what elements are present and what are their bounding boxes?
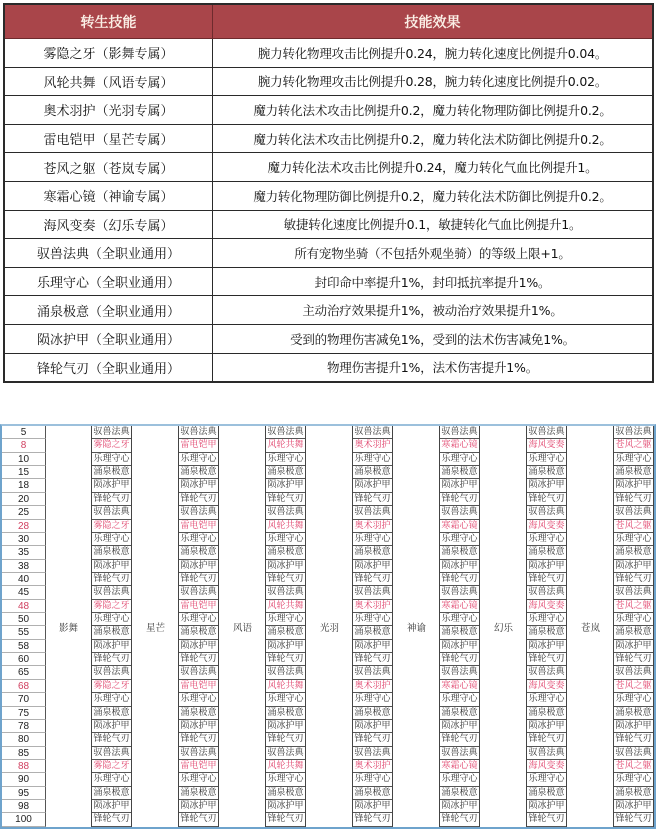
skill-cell: 涌泉极意 [614,707,653,720]
level-cell: 15 [2,466,46,479]
skill-cell: 乐理守心 [92,453,131,466]
skill-cell: 乐理守心 [440,693,479,706]
skill-cell: 乐理守心 [527,453,566,466]
level-cell: 55 [2,626,46,639]
exclusive-skill-cell: 雷电铠甲 [179,520,218,533]
skill-cell: 驭兽法典 [614,426,653,439]
exclusive-skill-cell: 寒霜心镜 [440,760,479,773]
table-row [4,39,653,68]
skill-cell: 驭兽法典 [179,666,218,679]
skill-cell: 涌泉极意 [440,626,479,639]
class-label: 光羽 [319,622,339,634]
skill-cell: 涌泉极意 [353,707,392,720]
skill-cell: 陨冰护甲 [266,640,305,653]
exclusive-skill-cell: 奥术羽护 [353,600,392,613]
skill-cell: 驭兽法典 [614,506,653,519]
skill-cell: 锋轮气刃 [353,493,392,506]
skill-cell: 乐理守心 [266,693,305,706]
exclusive-skill-cell: 雷电铠甲 [179,439,218,452]
skill-cell: 锋轮气刃 [179,493,218,506]
schedule-grid [2,426,654,827]
skill-cell: 驭兽法典 [266,666,305,679]
skill-cell: 驭兽法典 [527,747,566,760]
header-effect: 技能效果 [213,4,654,39]
skill-cell: 乐理守心 [92,773,131,786]
skill-name-cell: 寒霜心镜（神谕专属） [4,181,213,210]
level-cell: 28 [2,520,46,533]
level-cell: 95 [2,787,46,800]
skill-cell: 涌泉极意 [179,546,218,559]
class-label: 风语 [232,622,252,634]
skill-cell: 锋轮气刃 [92,573,131,586]
skill-cell: 陨冰护甲 [614,800,653,813]
skill-effect-cell: 物理伤害提升1%，法术伤害提升1%。 [213,353,654,382]
skill-cell: 陨冰护甲 [527,720,566,733]
skill-cell: 乐理守心 [179,533,218,546]
skill-cell: 锋轮气刃 [266,813,305,826]
table-row [4,239,653,268]
class-skill-column [613,426,654,827]
skill-cell: 锋轮气刃 [614,733,653,746]
skill-cell: 陨冰护甲 [527,560,566,573]
skill-cell: 陨冰护甲 [179,479,218,492]
skill-cell: 乐理守心 [353,693,392,706]
skill-cell: 涌泉极意 [179,707,218,720]
skill-cell: 陨冰护甲 [353,800,392,813]
skill-effects-table [3,3,654,383]
skill-cell: 涌泉极意 [614,466,653,479]
skill-effect-cell: 腕力转化物理攻击比例提升0.24，腕力转化速度比例提升0.04。 [213,39,654,68]
level-cell: 75 [2,707,46,720]
skill-cell: 驭兽法典 [266,426,305,439]
skill-cell: 乐理守心 [527,533,566,546]
skill-name-cell: 涌泉极意（全职业通用） [4,296,213,325]
level-cell: 40 [2,573,46,586]
exclusive-skill-cell: 寒霜心镜 [440,680,479,693]
exclusive-skill-cell: 苍风之躯 [614,680,653,693]
class-skill-column [91,426,132,827]
exclusive-skill-cell: 风轮共舞 [266,760,305,773]
skill-cell: 锋轮气刃 [440,653,479,666]
exclusive-skill-cell: 苍风之躯 [614,520,653,533]
table-row [4,153,653,182]
skill-cell: 驭兽法典 [527,666,566,679]
skill-cell: 驭兽法典 [92,506,131,519]
exclusive-skill-cell: 风轮共舞 [266,520,305,533]
skill-cell: 驭兽法典 [614,586,653,599]
skill-cell: 锋轮气刃 [266,493,305,506]
exclusive-skill-cell: 奥术羽护 [353,439,392,452]
skill-cell: 乐理守心 [179,693,218,706]
skill-name-cell: 苍风之躯（苍岚专属） [4,153,213,182]
skill-cell: 涌泉极意 [266,787,305,800]
exclusive-skill-cell: 海风变奏 [527,760,566,773]
skill-cell: 陨冰护甲 [353,640,392,653]
skill-cell: 锋轮气刃 [179,573,218,586]
level-cell: 18 [2,479,46,492]
level-cell: 30 [2,533,46,546]
skill-cell: 陨冰护甲 [92,720,131,733]
skill-cell: 陨冰护甲 [440,720,479,733]
table-row [4,210,653,239]
class-label: 苍岚 [580,622,600,634]
skill-cell: 涌泉极意 [440,466,479,479]
exclusive-skill-cell: 雾隐之牙 [92,600,131,613]
exclusive-skill-cell: 雷电铠甲 [179,760,218,773]
skill-name-cell: 乐理守心（全职业通用） [4,267,213,296]
skill-cell: 陨冰护甲 [179,640,218,653]
skill-cell: 驭兽法典 [179,426,218,439]
skill-cell: 乐理守心 [440,773,479,786]
exclusive-skill-cell: 寒霜心镜 [440,520,479,533]
class-skill-column [439,426,480,827]
skill-cell: 陨冰护甲 [179,720,218,733]
skill-cell: 陨冰护甲 [614,720,653,733]
exclusive-skill-cell: 风轮共舞 [266,439,305,452]
skill-cell: 锋轮气刃 [440,493,479,506]
skill-cell: 驭兽法典 [353,747,392,760]
class-label: 神谕 [406,622,426,634]
exclusive-skill-cell: 风轮共舞 [266,680,305,693]
exclusive-skill-cell: 苍风之躯 [614,600,653,613]
table-row [4,324,653,353]
skill-cell: 涌泉极意 [353,626,392,639]
skill-name-cell: 海风变奏（幻乐专属） [4,210,213,239]
exclusive-skill-cell: 奥术羽护 [353,760,392,773]
level-cell: 88 [2,760,46,773]
table-row [4,181,653,210]
level-cell: 70 [2,693,46,706]
skill-cell: 驭兽法典 [353,586,392,599]
skill-cell: 锋轮气刃 [266,653,305,666]
exclusive-skill-cell: 雾隐之牙 [92,439,131,452]
skill-cell: 涌泉极意 [527,707,566,720]
skill-cell: 乐理守心 [266,453,305,466]
class-label: 影舞 [58,622,78,634]
skill-cell: 陨冰护甲 [614,479,653,492]
skill-cell: 驭兽法典 [179,506,218,519]
skill-cell: 锋轮气刃 [527,493,566,506]
exclusive-skill-cell: 寒霜心镜 [440,600,479,613]
skill-cell: 涌泉极意 [614,787,653,800]
skill-cell: 驭兽法典 [440,506,479,519]
level-cell: 65 [2,666,46,679]
skill-cell: 锋轮气刃 [179,813,218,826]
skill-cell: 乐理守心 [179,773,218,786]
skill-cell: 涌泉极意 [614,626,653,639]
skill-name-cell: 锋轮气刃（全职业通用） [4,353,213,382]
skill-cell: 涌泉极意 [440,707,479,720]
skill-cell: 陨冰护甲 [92,560,131,573]
skill-name-cell: 雷电铠甲（星芒专属） [4,124,213,153]
exclusive-skill-cell: 雾隐之牙 [92,760,131,773]
skill-cell: 乐理守心 [614,693,653,706]
skill-cell: 涌泉极意 [92,787,131,800]
level-cell: 80 [2,733,46,746]
class-skill-column [526,426,567,827]
skill-cell: 陨冰护甲 [266,560,305,573]
level-cell: 10 [2,453,46,466]
skill-cell: 陨冰护甲 [440,800,479,813]
exclusive-skill-cell: 海风变奏 [527,439,566,452]
skill-name-cell: 雾隐之牙（影舞专属） [4,39,213,68]
class-label: 星芒 [145,622,165,634]
level-cell: 68 [2,680,46,693]
skill-cell: 涌泉极意 [527,546,566,559]
skill-cell: 乐理守心 [353,453,392,466]
exclusive-skill-cell: 苍风之躯 [614,439,653,452]
skill-cell: 涌泉极意 [527,466,566,479]
skill-cell: 驭兽法典 [92,747,131,760]
skill-effect-cell: 所有宠物坐骑（不包括外观坐骑）的等级上限+1。 [213,239,654,268]
skill-effect-cell: 魔力转化法术攻击比例提升0.24，魔力转化气血比例提升1。 [213,153,654,182]
table-header-row [4,4,653,39]
skill-cell: 涌泉极意 [92,466,131,479]
skill-cell: 驭兽法典 [527,426,566,439]
skill-cell: 锋轮气刃 [92,493,131,506]
skill-cell: 陨冰护甲 [614,640,653,653]
table-row [4,353,653,382]
skill-cell: 驭兽法典 [266,747,305,760]
skill-cell: 锋轮气刃 [92,733,131,746]
skill-cell: 涌泉极意 [266,546,305,559]
skill-cell: 驭兽法典 [353,426,392,439]
skill-cell: 驭兽法典 [440,666,479,679]
skill-cell: 驭兽法典 [614,747,653,760]
class-skill-column [265,426,306,827]
skill-cell: 乐理守心 [179,453,218,466]
skill-cell: 陨冰护甲 [266,720,305,733]
skill-cell: 陨冰护甲 [179,800,218,813]
skill-cell: 陨冰护甲 [527,800,566,813]
skill-cell: 乐理守心 [92,693,131,706]
skill-cell: 乐理守心 [614,613,653,626]
skill-cell: 驭兽法典 [179,586,218,599]
level-cell: 25 [2,506,46,519]
skill-cell: 乐理守心 [440,453,479,466]
skill-cell: 陨冰护甲 [92,479,131,492]
skill-name-cell: 奥术羽护（光羽专属） [4,96,213,125]
exclusive-skill-cell: 奥术羽护 [353,520,392,533]
skill-cell: 乐理守心 [353,773,392,786]
header-skill: 转生技能 [4,4,213,39]
table-row [4,67,653,96]
skill-cell: 乐理守心 [440,533,479,546]
skill-cell: 陨冰护甲 [266,479,305,492]
skill-cell: 锋轮气刃 [353,653,392,666]
exclusive-skill-cell: 海风变奏 [527,600,566,613]
skill-cell: 驭兽法典 [92,666,131,679]
skill-cell: 锋轮气刃 [527,653,566,666]
skill-cell: 驭兽法典 [614,666,653,679]
skill-cell: 涌泉极意 [92,626,131,639]
skill-cell: 锋轮气刃 [440,573,479,586]
skill-cell: 锋轮气刃 [353,813,392,826]
skill-cell: 乐理守心 [527,693,566,706]
exclusive-skill-cell: 苍风之躯 [614,760,653,773]
skill-name-cell: 陨冰护甲（全职业通用） [4,324,213,353]
skill-cell: 乐理守心 [614,533,653,546]
skill-name-cell: 风轮共舞（风语专属） [4,67,213,96]
skill-effect-cell: 魔力转化法术攻击比例提升0.2，魔力转化法术防御比例提升0.2。 [213,124,654,153]
level-cell: 20 [2,493,46,506]
skill-cell: 乐理守心 [527,773,566,786]
level-column [2,426,46,827]
level-cell: 98 [2,800,46,813]
skill-cell: 乐理守心 [527,613,566,626]
skill-cell: 涌泉极意 [92,707,131,720]
skill-cell: 涌泉极意 [353,466,392,479]
class-label: 幻乐 [493,622,513,634]
level-cell: 35 [2,546,46,559]
exclusive-skill-cell: 雾隐之牙 [92,680,131,693]
skill-cell: 涌泉极意 [179,626,218,639]
skill-cell: 驭兽法典 [266,586,305,599]
level-cell: 78 [2,720,46,733]
skill-cell: 锋轮气刃 [353,733,392,746]
skill-cell: 涌泉极意 [179,466,218,479]
skill-effect-cell: 敏捷转化速度比例提升0.1，敏捷转化气血比例提升1。 [213,210,654,239]
skill-cell: 陨冰护甲 [440,479,479,492]
level-cell: 85 [2,747,46,760]
skill-cell: 锋轮气刃 [527,573,566,586]
skill-cell: 乐理守心 [614,773,653,786]
skill-schedule-table [0,424,656,829]
skill-cell: 锋轮气刃 [440,733,479,746]
class-skill-column [352,426,393,827]
skill-cell: 锋轮气刃 [92,813,131,826]
skill-cell: 涌泉极意 [614,546,653,559]
skill-cell: 锋轮气刃 [614,653,653,666]
skill-cell: 驭兽法典 [527,586,566,599]
skill-effect-cell: 主动治疗效果提升1%，被动治疗效果提升1%。 [213,296,654,325]
skill-cell: 锋轮气刃 [440,813,479,826]
exclusive-skill-cell: 奥术羽护 [353,680,392,693]
skill-cell: 涌泉极意 [353,787,392,800]
skill-cell: 涌泉极意 [266,626,305,639]
skill-cell: 涌泉极意 [440,546,479,559]
level-cell: 58 [2,640,46,653]
table-row [4,96,653,125]
skill-cell: 涌泉极意 [440,787,479,800]
skill-cell: 乐理守心 [440,613,479,626]
skill-cell: 锋轮气刃 [614,573,653,586]
skill-cell: 涌泉极意 [266,707,305,720]
table-row [4,267,653,296]
skill-cell: 锋轮气刃 [527,733,566,746]
exclusive-skill-cell: 海风变奏 [527,680,566,693]
skill-cell: 乐理守心 [179,613,218,626]
skill-cell: 陨冰护甲 [440,640,479,653]
class-skill-column [178,426,219,827]
table-row [4,124,653,153]
skill-cell: 陨冰护甲 [92,800,131,813]
level-cell: 5 [2,426,46,439]
skill-cell: 陨冰护甲 [440,560,479,573]
skill-cell: 陨冰护甲 [614,560,653,573]
skill-effect-cell: 魔力转化物理防御比例提升0.2，魔力转化法术防御比例提升0.2。 [213,181,654,210]
skill-cell: 锋轮气刃 [266,573,305,586]
skill-cell: 锋轮气刃 [266,733,305,746]
skill-cell: 驭兽法典 [440,426,479,439]
skill-effect-cell: 魔力转化法术攻击比例提升0.2，魔力转化物理防御比例提升0.2。 [213,96,654,125]
exclusive-skill-cell: 雷电铠甲 [179,680,218,693]
skill-cell: 涌泉极意 [179,787,218,800]
skill-cell: 驭兽法典 [92,426,131,439]
skill-cell: 驭兽法典 [266,506,305,519]
skill-cell: 陨冰护甲 [92,640,131,653]
skill-cell: 锋轮气刃 [179,653,218,666]
exclusive-skill-cell: 雷电铠甲 [179,600,218,613]
exclusive-skill-cell: 风轮共舞 [266,600,305,613]
skill-cell: 驭兽法典 [440,586,479,599]
skill-cell: 锋轮气刃 [614,493,653,506]
skill-cell: 锋轮气刃 [353,573,392,586]
skill-cell: 陨冰护甲 [527,479,566,492]
skill-cell: 乐理守心 [266,773,305,786]
skill-effect-cell: 腕力转化物理攻击比例提升0.28，腕力转化速度比例提升0.02。 [213,67,654,96]
skill-cell: 涌泉极意 [266,466,305,479]
skill-cell: 驭兽法典 [353,666,392,679]
skill-cell: 涌泉极意 [527,626,566,639]
skill-cell: 乐理守心 [614,453,653,466]
level-cell: 48 [2,600,46,613]
level-cell: 100 [2,813,46,826]
skill-cell: 驭兽法典 [440,747,479,760]
level-cell: 60 [2,653,46,666]
level-cell: 90 [2,773,46,786]
skill-cell: 陨冰护甲 [527,640,566,653]
skill-cell: 驭兽法典 [179,747,218,760]
skill-cell: 乐理守心 [353,613,392,626]
skill-cell: 陨冰护甲 [353,560,392,573]
exclusive-skill-cell: 雾隐之牙 [92,520,131,533]
skill-cell: 锋轮气刃 [614,813,653,826]
skill-cell: 驭兽法典 [527,506,566,519]
skill-name-cell: 驭兽法典（全职业通用） [4,239,213,268]
table-row [4,296,653,325]
level-cell: 8 [2,439,46,452]
skill-cell: 乐理守心 [266,613,305,626]
skill-effect-cell: 封印命中率提升1%，封印抵抗率提升1%。 [213,267,654,296]
skill-cell: 锋轮气刃 [179,733,218,746]
skill-cell: 锋轮气刃 [527,813,566,826]
skill-cell: 陨冰护甲 [179,560,218,573]
level-cell: 38 [2,560,46,573]
skill-cell: 涌泉极意 [527,787,566,800]
skill-cell: 涌泉极意 [353,546,392,559]
skill-effect-cell: 受到的物理伤害减免1%，受到的法术伤害减免1%。 [213,324,654,353]
exclusive-skill-cell: 寒霜心镜 [440,439,479,452]
level-cell: 50 [2,613,46,626]
skill-cell: 锋轮气刃 [92,653,131,666]
skill-cell: 乐理守心 [353,533,392,546]
skill-cell: 陨冰护甲 [353,479,392,492]
skill-cell: 乐理守心 [92,533,131,546]
skill-cell: 陨冰护甲 [353,720,392,733]
skill-cell: 驭兽法典 [353,506,392,519]
skill-cell: 乐理守心 [92,613,131,626]
skill-cell: 涌泉极意 [92,546,131,559]
exclusive-skill-cell: 海风变奏 [527,520,566,533]
skill-cell: 乐理守心 [266,533,305,546]
skill-cell: 陨冰护甲 [266,800,305,813]
skill-cell: 驭兽法典 [92,586,131,599]
level-cell: 45 [2,586,46,599]
